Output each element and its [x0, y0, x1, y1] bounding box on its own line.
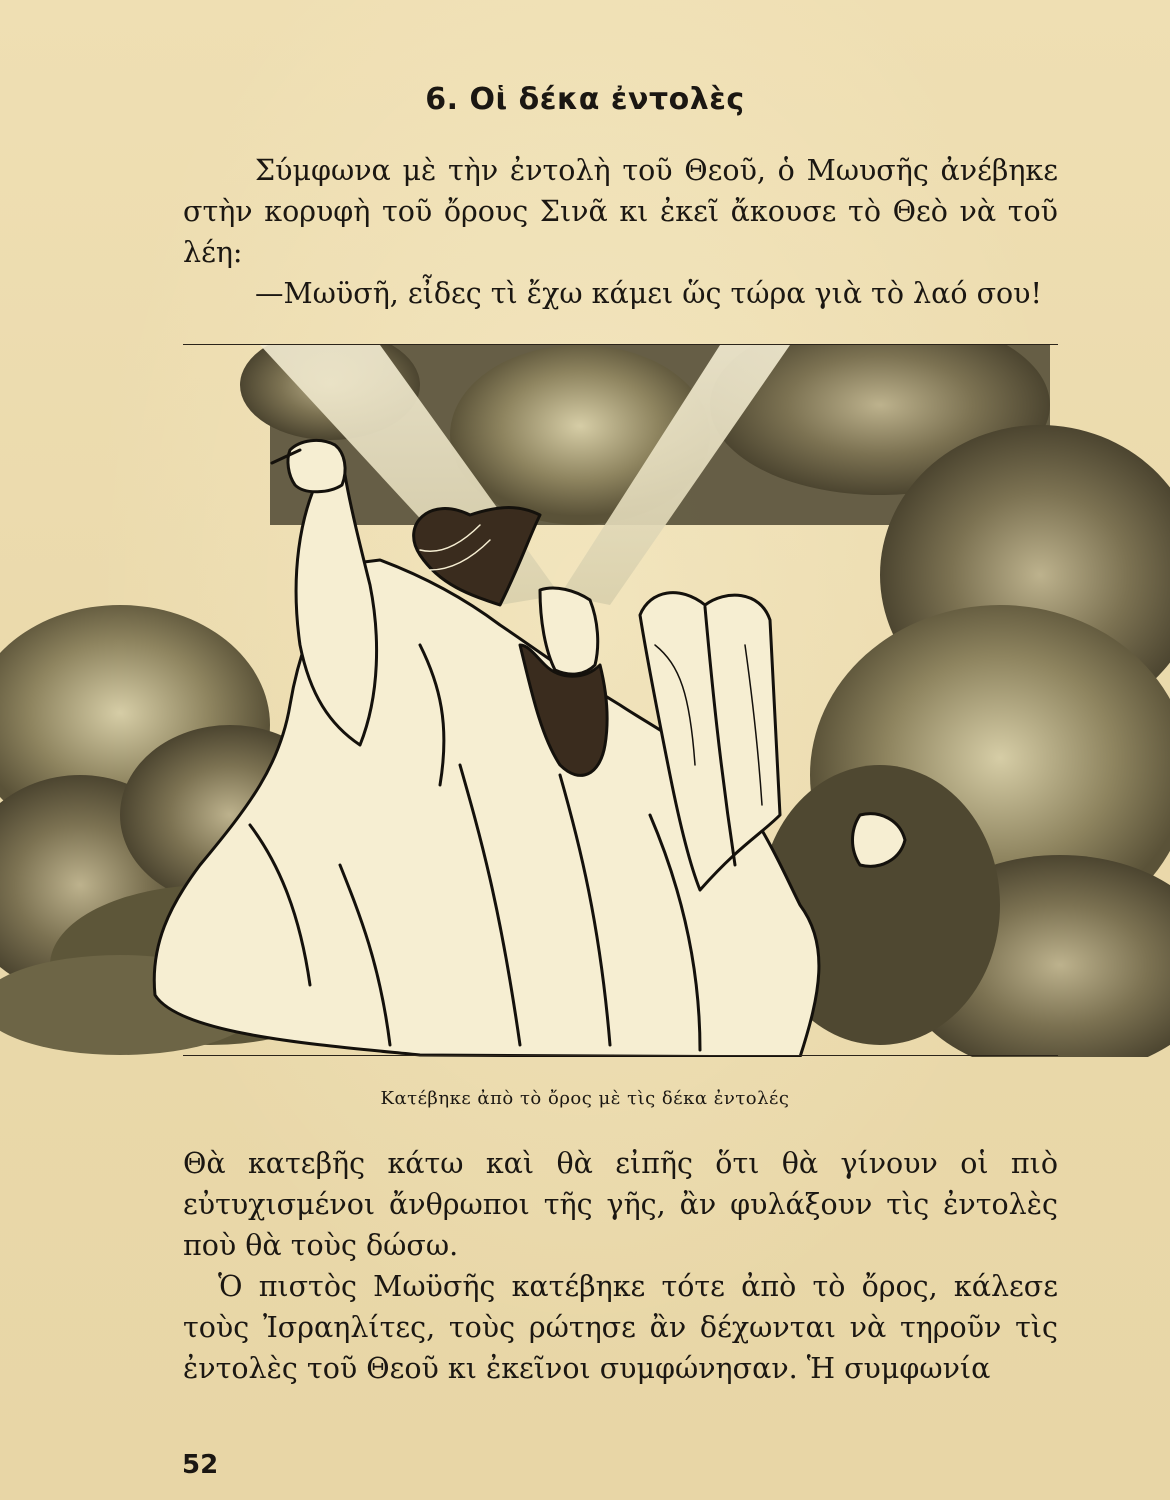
page-number: 52 — [182, 1450, 219, 1480]
body-text — [183, 1143, 1058, 1389]
illustration-bottom-rule — [183, 1055, 1058, 1056]
moses-illustration — [0, 345, 1170, 1057]
chapter-title: 6. Οἱ δέκα ἐντολὲς — [425, 82, 745, 117]
intro-paragraph-2: —Μωϋσῆ, εἶδες τὶ ἔχω κάμει ὥς τώρα γιὰ τὸ λαό σου! — [255, 277, 1042, 310]
intro-text — [183, 150, 1058, 314]
illustration-caption: Κατέβηκε ἀπὸ τὸ ὄρος μὲ τὶς δέκα ἐντολές — [380, 1088, 790, 1109]
body-paragraph-1: Θὰ κατεβῆς κάτω καὶ θὰ εἰπῆς ὅτι θὰ γίνουν οἱ πιὸ εὐτυχισμένοι ἄνθρωποι τῆς γῆς, ἂν φυλάξουν τὶς ἐντολὲς ποὺ θὰ τοὺς δώσω. — [183, 1147, 1058, 1262]
body-paragraph-2: Ὁ πιστὸς Μωϋσῆς κατέβηκε τότε ἀπὸ τὸ ὄρος, κάλεσε τοὺς Ἰσραηλίτες, τοὺς ρώτησε ἂν δέχωνται νὰ τηροῦν τὶς ἐντολὲς τοῦ Θεοῦ κι ἐκεῖνοι συμφώνησαν. Ἡ συμφωνία — [183, 1270, 1058, 1385]
intro-paragraph-1: Σύμφωνα μὲ τὴν ἐντολὴ τοῦ Θεοῦ, ὁ Μωυσῆς ἀνέβηκε στὴν κορυφὴ τοῦ ὄρους Σινᾶ κι ἐκεῖ ἄκουσε τὸ Θεὸ νὰ τοῦ λέη: — [183, 154, 1058, 269]
